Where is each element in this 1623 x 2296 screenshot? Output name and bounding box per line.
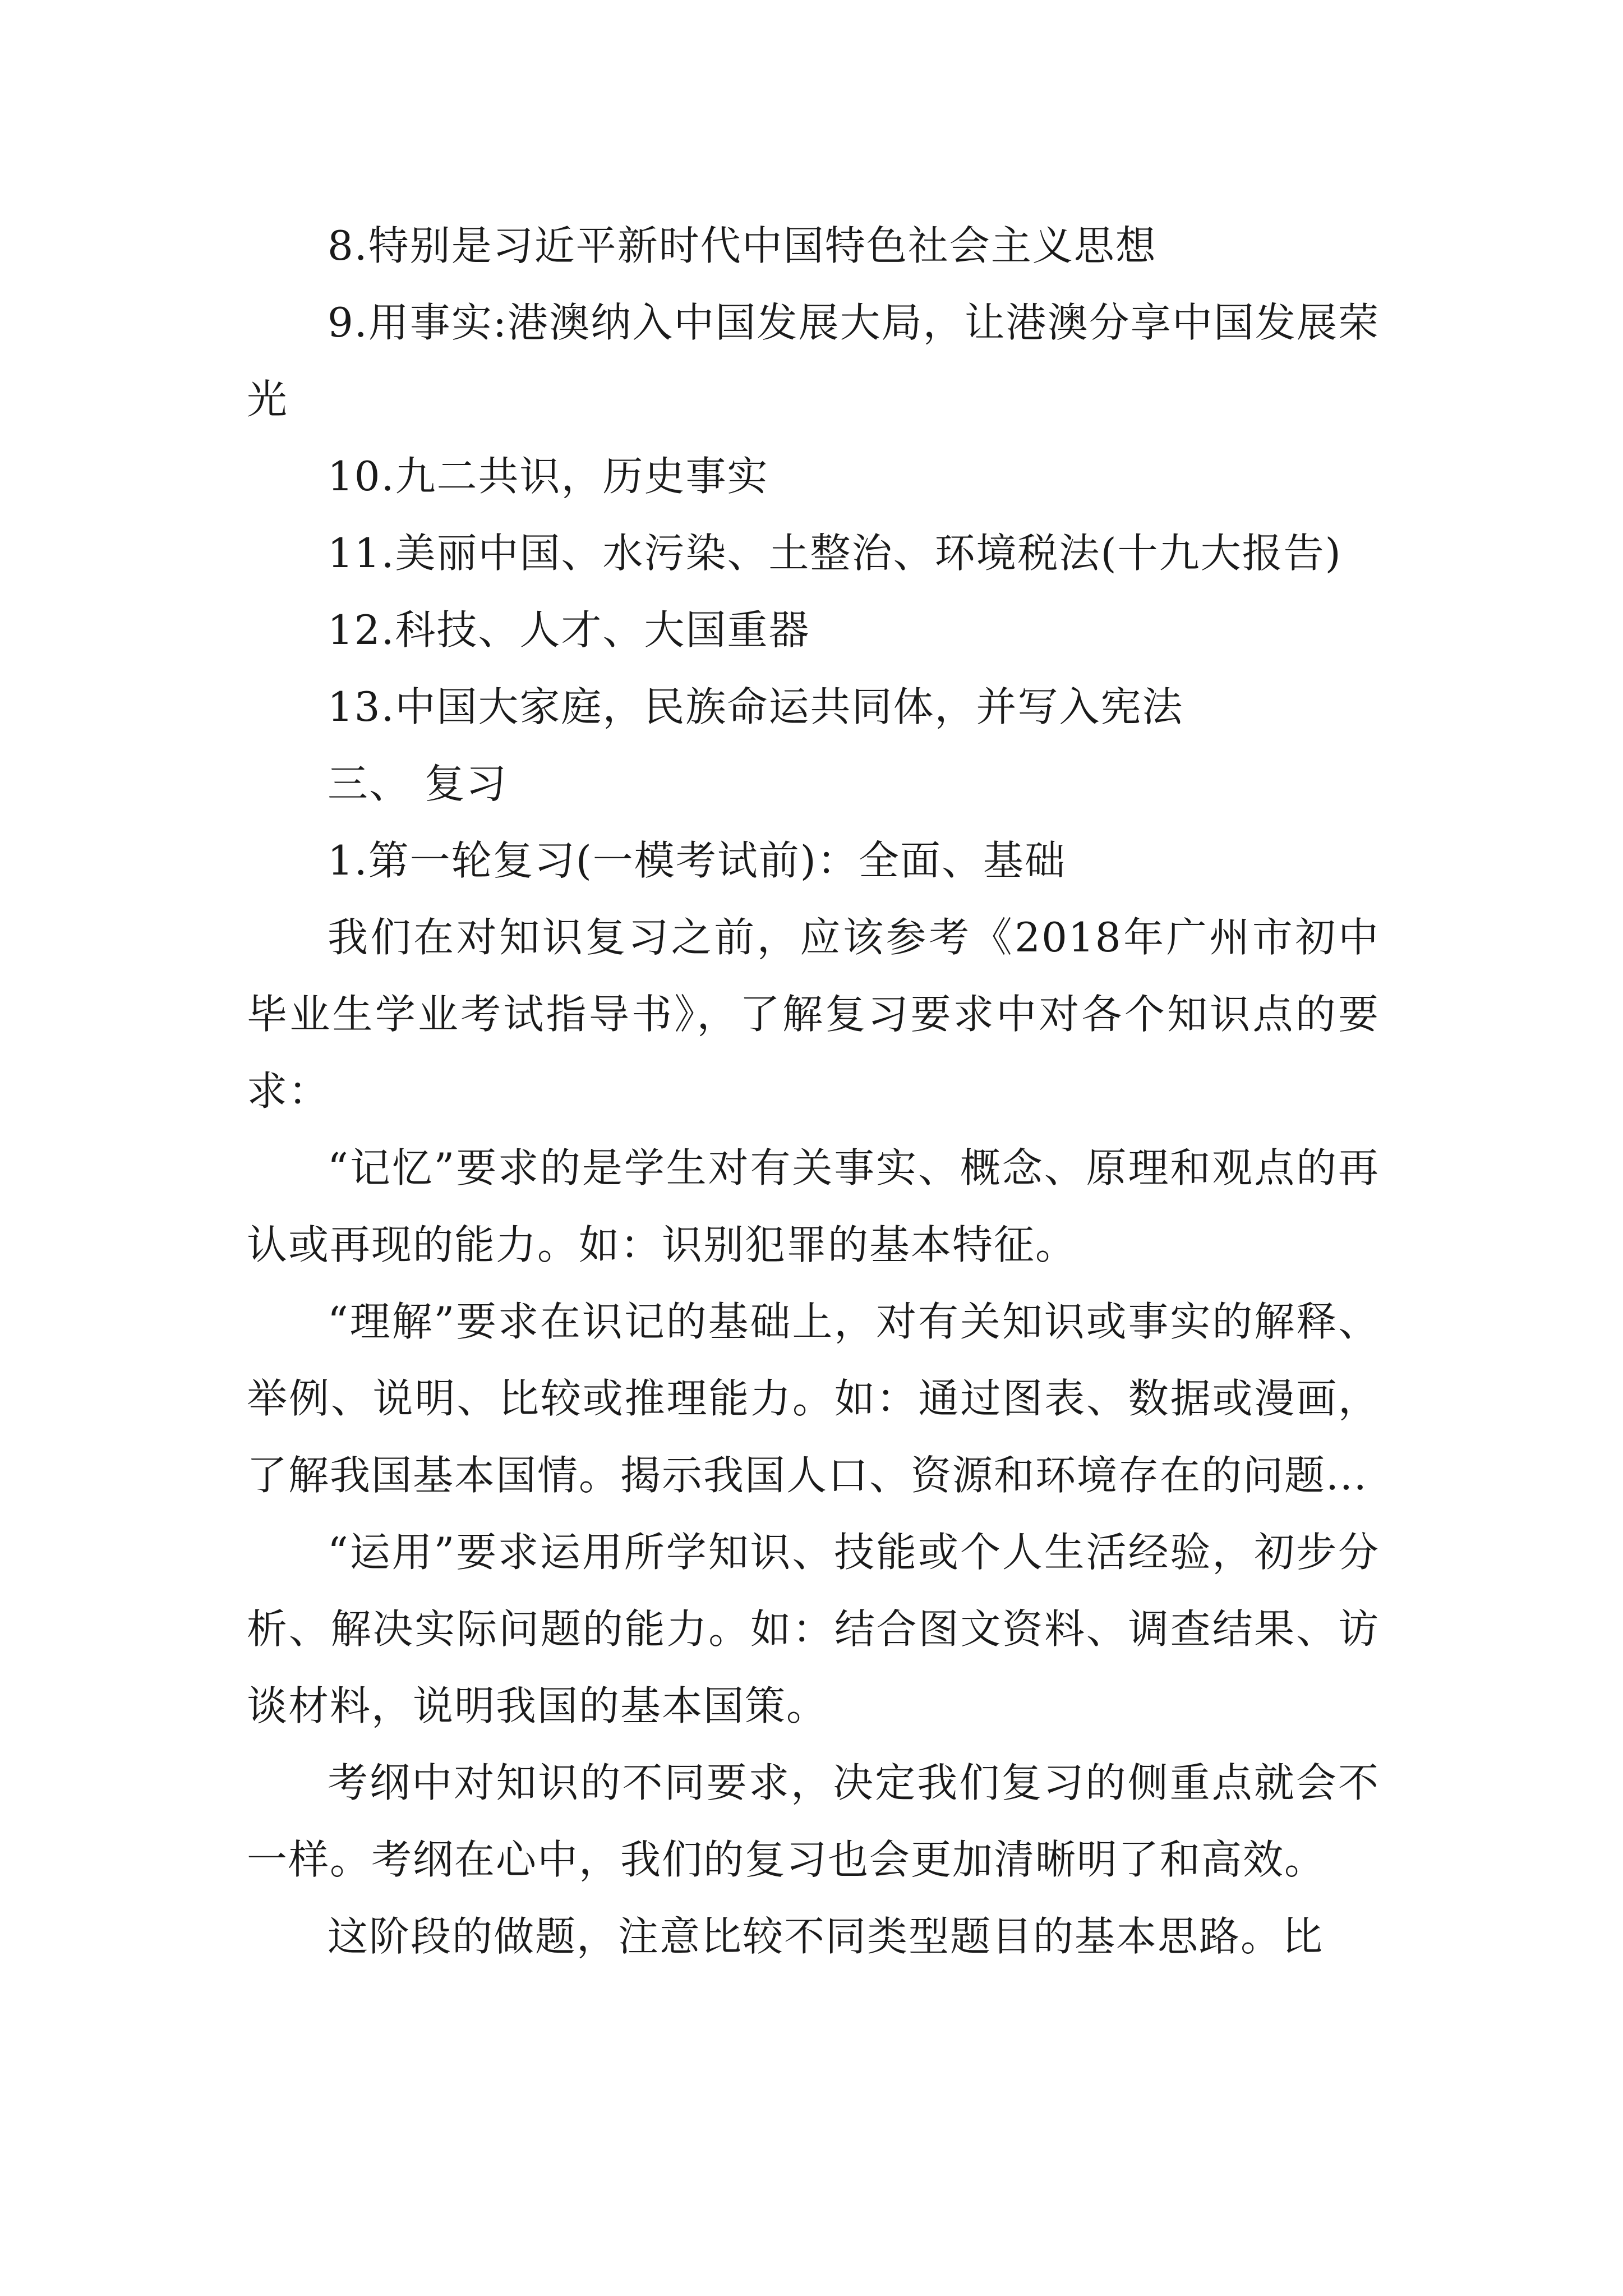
list-item-8: 8.特别是习近平新时代中国特色社会主义思想 <box>328 222 1157 269</box>
list-item-9: 9.用事实:港澳纳入中国发展大局，让港澳分享中国发展荣光 <box>247 299 1380 423</box>
paragraph-application: “运用”要求运用所学知识、技能或个人生活经验，初步分析、解决实际问题的能力。如：结合图文资料、调查结果、访谈材料，说明我国的基本国策。 <box>247 1529 1380 1729</box>
list-item-10: 10.九二共识，历史事实 <box>328 453 769 500</box>
subheading-first-round: 1.第一轮复习(一模考试前)：全面、基础 <box>328 837 1066 884</box>
list-item-11: 11.美丽中国、水污染、土整治、环境税法(十九大报告) <box>328 530 1342 577</box>
paragraph-guide-reference: 我们在对知识复习之前，应该参考《2018年广州市初中毕业生学业考试指导书》，了解复习要求中对各个知识点的要求： <box>247 914 1380 1115</box>
paragraph-understanding: “理解”要求在识记的基础上，对有关知识或事实的解释、举例、说明、比较或推理能力。如：通过图表、数据或漫画，了解我国基本国情。揭示我国人口、资源和环境存在的问题... <box>247 1298 1380 1499</box>
paragraph-syllabus: 考纲中对知识的不同要求，决定我们复习的侧重点就会不一样。考纲在心中，我们的复习也会更加清晰明了和高效。 <box>247 1759 1380 1883</box>
paragraph-memory: “记忆”要求的是学生对有关事实、概念、原理和观点的再认或再现的能力。如：识别犯罪的基本特征。 <box>247 1144 1380 1268</box>
paragraph-practice: 这阶段的做题，注意比较不同类型题目的基本思路。比 <box>328 1913 1324 1960</box>
list-item-12: 12.科技、人才、大国重器 <box>328 606 810 654</box>
document-body <box>247 208 1380 1975</box>
list-item-13: 13.中国大家庭，民族命运共同体，并写入宪法 <box>328 683 1184 730</box>
section-heading-review: 三、 复习 <box>328 760 508 807</box>
